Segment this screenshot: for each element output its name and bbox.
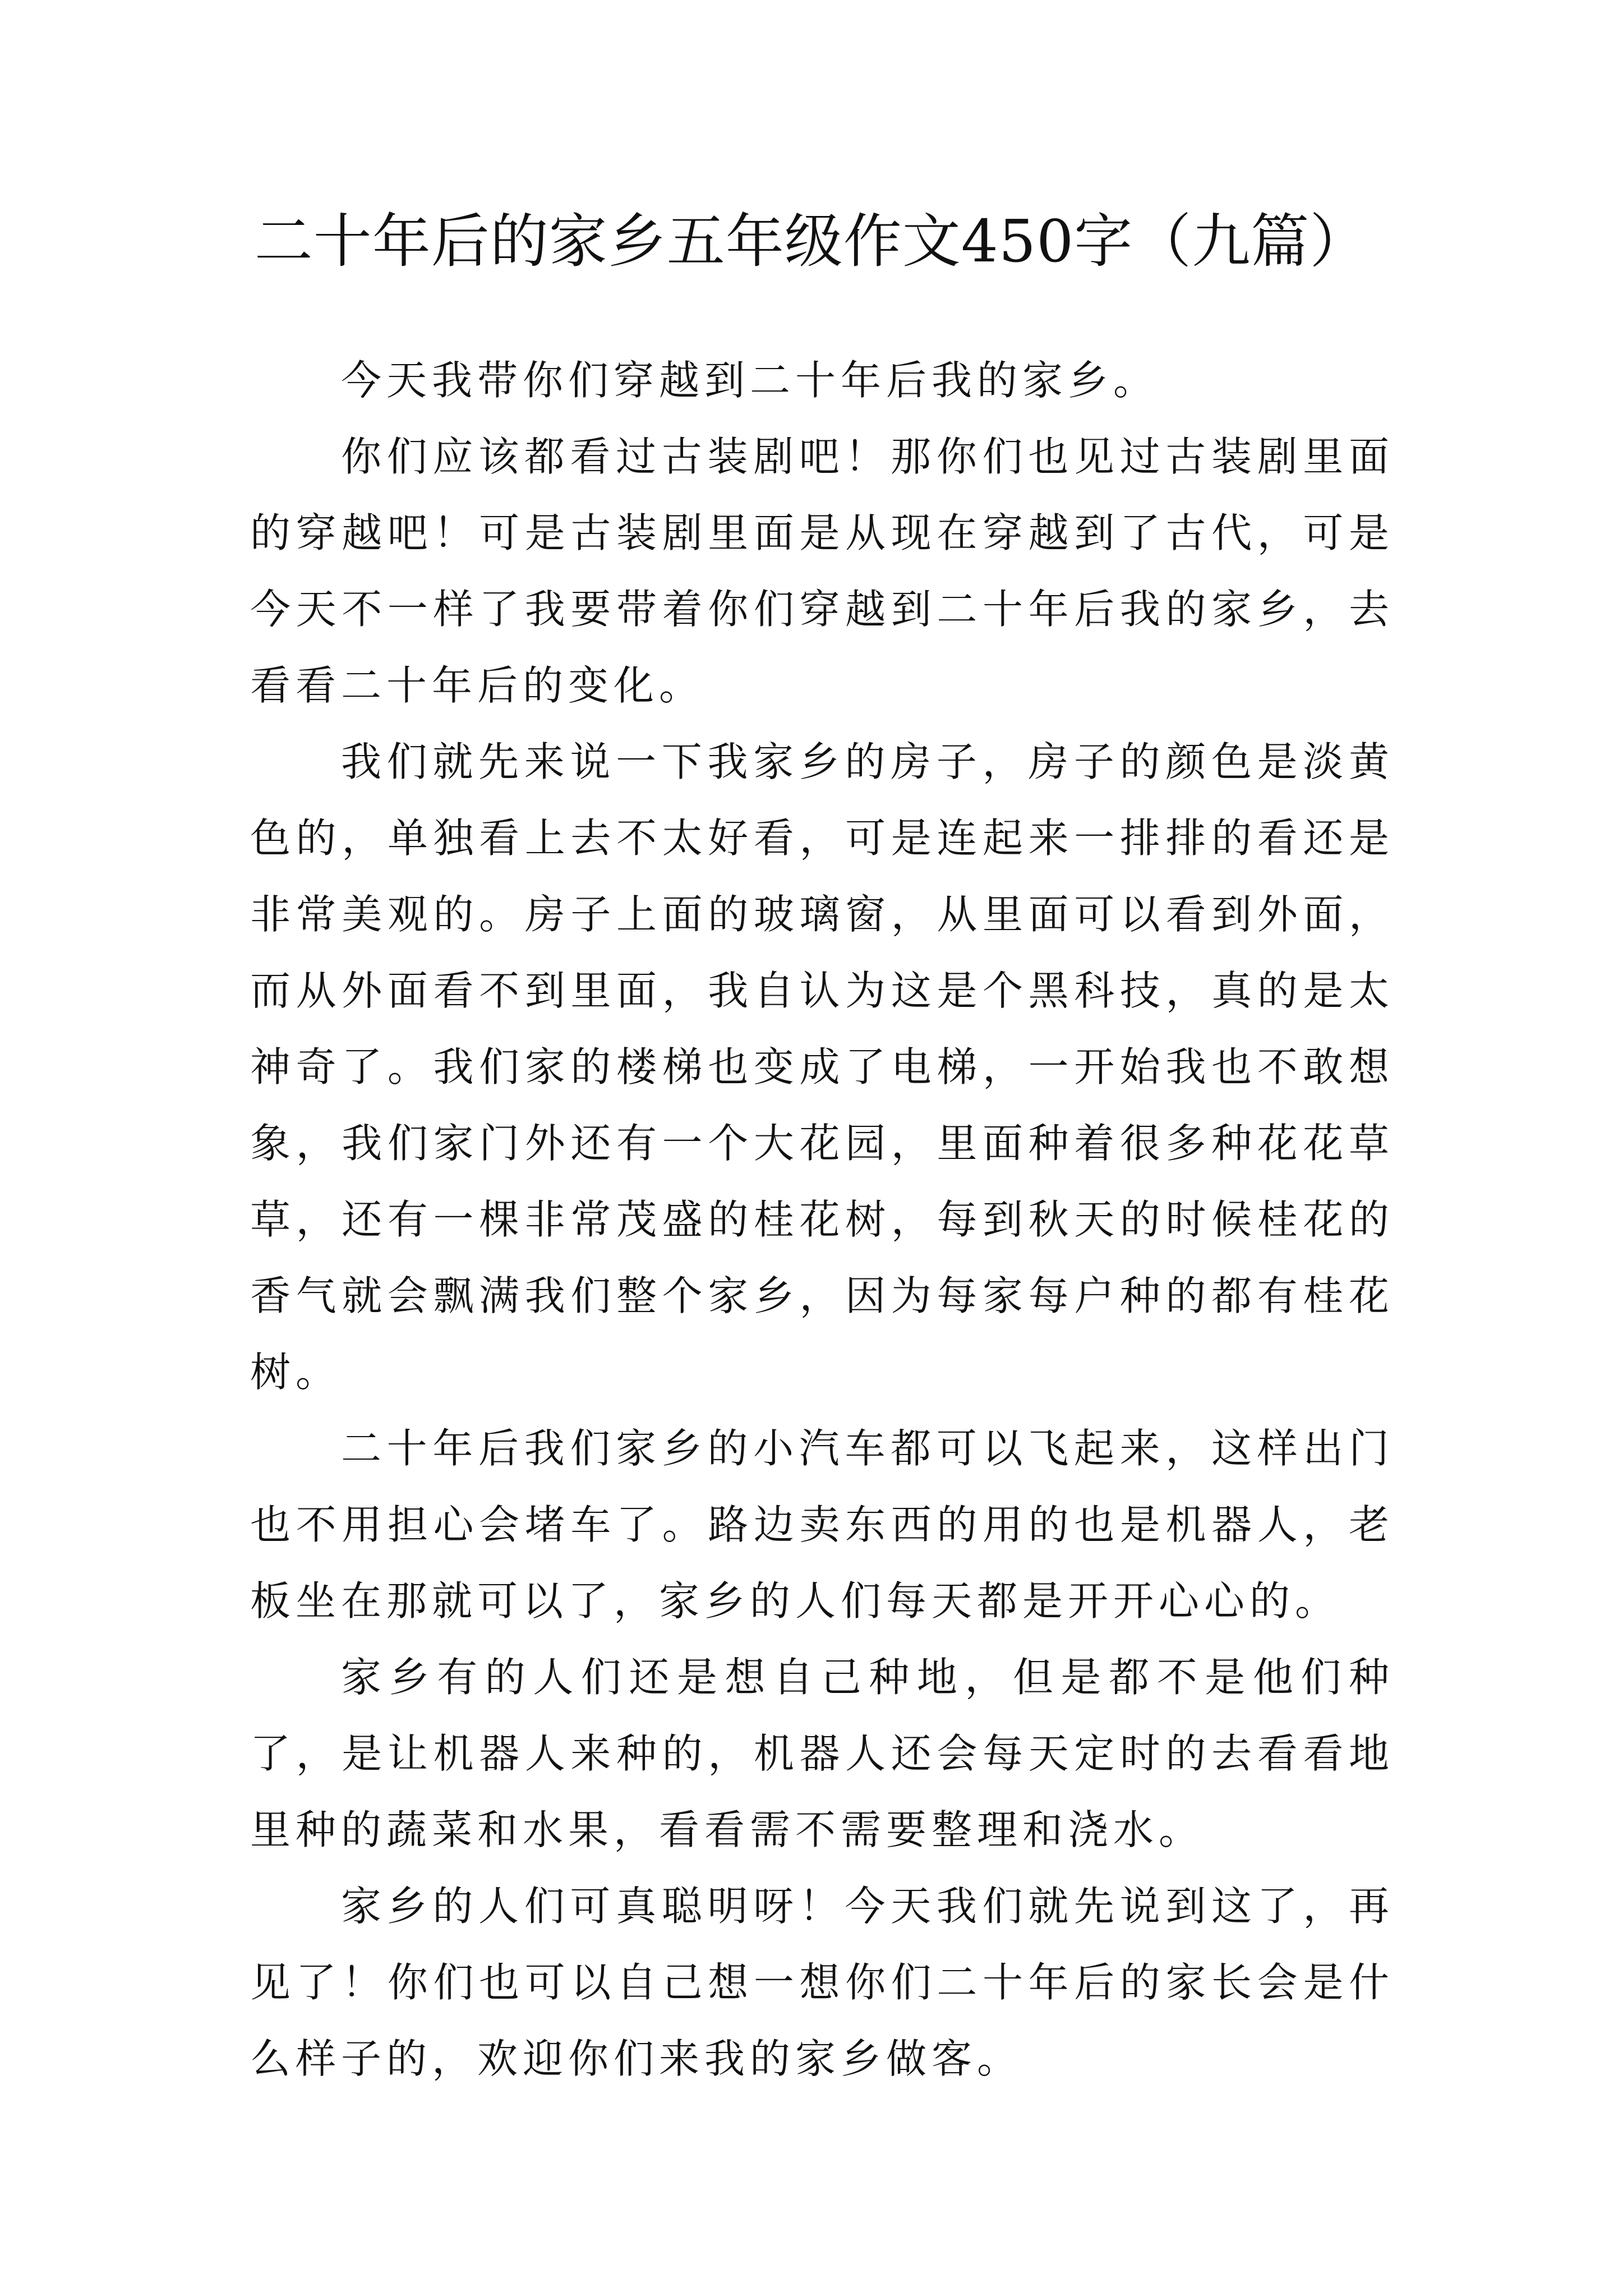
paragraph-6: 家乡的人们可真聪明呀！今天我们就先说到这了，再见了！你们也可以自己想一想你们二十年后的家长会是什么样子的，欢迎你们来我的家乡做客。 <box>250 1883 1394 2082</box>
document-title: 二十年后的家乡五年级作文450字（九篇） <box>254 207 1369 275</box>
paragraph-3: 我们就先来说一下我家乡的房子，房子的颜色是淡黄色的，单独看上去不太好看，可是连起来一排排的看还是非常美观的。房子上面的玻璃窗，从里面可以看到外面，而从外面看不到里面，我自认为这是个黑科技，真的是太神奇了。我们家的楼梯也变成了电梯，一开始我也不敢想象，我们家门外还有一个大花园，里面种着很多种花花草草，还有一棵非常茂盛的桂花树，每到秋天的时候桂花的香气就会飘满我们整个家乡，因为每家每户种的都有桂花树。 <box>250 738 1394 1396</box>
paragraph-1: 今天我带你们穿越到二十年后我的家乡。 <box>341 357 1159 404</box>
paragraph-4: 二十年后我们家乡的小汽车都可以飞起来，这样出门也不用担心会堵车了。路边卖东西的用的也是机器人，老板坐在那就可以了，家乡的人们每天都是开开心心的。 <box>250 1425 1394 1625</box>
paragraph-5: 家乡有的人们还是想自己种地，但是都不是他们种了，是让机器人来种的，机器人还会每天定时的去看看地里种的蔬菜和水果，看看需不需要整理和浇水。 <box>250 1654 1394 1853</box>
paragraph-2: 你们应该都看过古装剧吧！那你们也见过古装剧里面的穿越吧！可是古装剧里面是从现在穿越到了古代，可是今天不一样了我要带着你们穿越到二十年后我的家乡，去看看二十年后的变化。 <box>250 433 1394 709</box>
document-body <box>250 342 1394 2097</box>
